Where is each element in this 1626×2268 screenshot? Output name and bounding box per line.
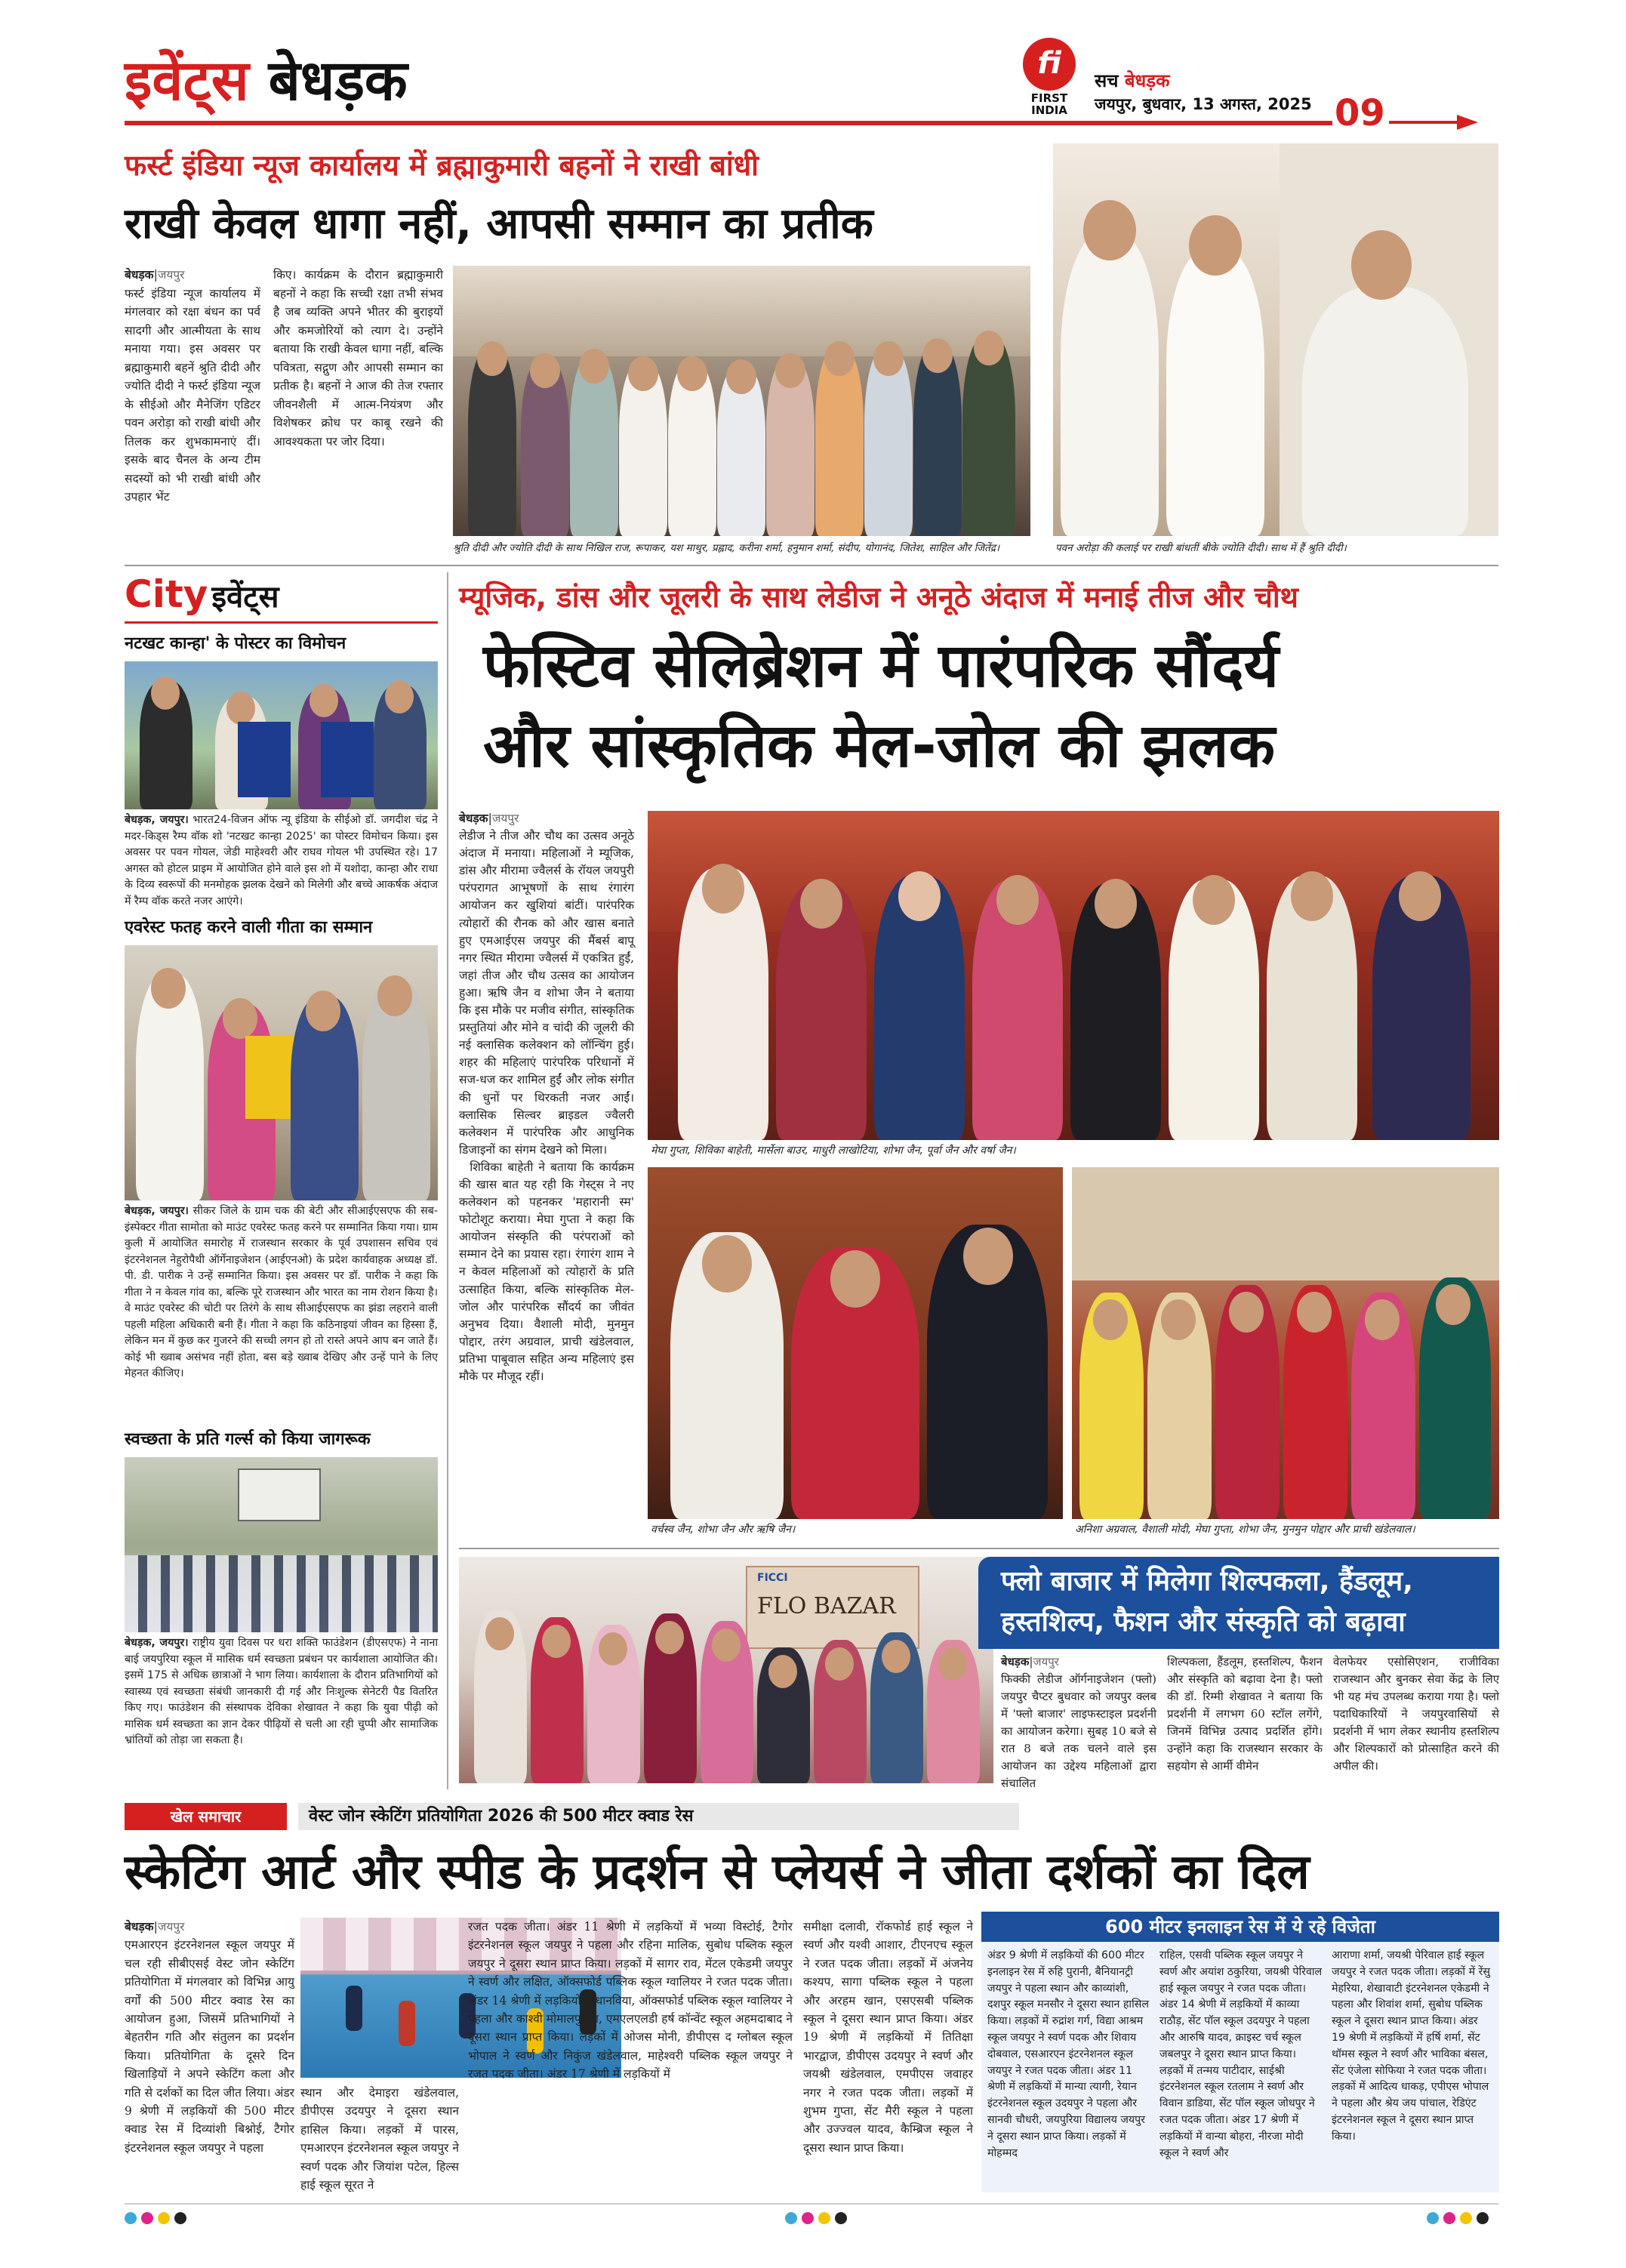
city-item2-body <box>125 1203 438 1382</box>
city-item2-title: एवरेस्ट फतह करने वाली गीता का सम्मान <box>125 918 373 937</box>
teej-para1: लेडीज ने तीज और चौथ का उत्सव अनूठे अंदाज में मनाया। महिलाओं ने म्यूजिक, डांस और मीरामा ज्वैलर्स के रॉयल जयपुरी परंपरागत आभूषणों के साथ रंगारंग आयोजन कर खुशियां बांटीं। पारंपरिक त्योहारों की रौनक को और खास बनाते हुए एमआईएस जयपुर की मैंबर्स बापू नगर स्थित मीरामा ज्वैलर्स में एकत्रित हुईं, जहां तीज और चौथ उत्सव का आयोजन हुआ। ऋषि जैन व शोभा जैन ने बताया कि इस मौके पर मजीव संगीत, सांस्कृतिक प्रस्तुतियां और मोने व चांदी की जूलरी की नई क्लासिक कलेक्शन को लॉन्चिंग हुई। शहर की महिलाएं पारंपरिक परिधानों में सज-धज कर शामिल हुईं और लोक संगीत की धुनों पर थिरकती नजर आईं। क्लासिक सिल्वर ब्राइडल ज्वैलरी कलेक्शन में पारंपरिक और आधुनिक डिजाइनों का संगम देखने को मिला। <box>459 829 634 1157</box>
rakhi-col2: किए। कार्यक्रम के दौरान ब्रह्माकुमारी बहनों ने कहा कि सच्ची रक्षा तभी संभव है जब व्यक्ति अपने भीतर की बुराइयों और कमजोरियों को त्याग दे। उन्होंने बताया कि राखी केवल धागा नहीं, बल्कि पवित्रता, सद्गुण और आपसी सम्मान का प्रतीक है। बहनों ने आज की तेज रफ्तार जीवनशैली में आत्म-नियंत्रण और विशेषकर क्रोध पर काबू रखने की आवश्यकता पर जोर दिया। <box>273 268 443 448</box>
teej-headline-1: फेस्टिव सेलिब्रेशन में पारंपरिक सौंदर्य <box>483 630 1279 701</box>
teej-para2: शिविका बाहेती ने बताया कि कार्यक्रम की खास बात यह रही कि गेस्ट्स ने नए कलेक्शन को पहनकर 'महारानी स्म' फोटोशूट कराया। मेघा गुप्ता ने कहा कि आयोजन संस्कृति की परंपराओं को सम्मान देने का प्रयास रहा। रंगारंग शाम ने न केवल महिलाओं को त्योहारों के प्रति उत्साहित किया, बल्कि सांस्कृतिक मेल-जोल और पारंपरिक सौंदर्य का जीवंत अनुभव दिया। वैशाली मोदी, मुनमुन पोद्दार, तरंग अग्रवाल, प्राची खंडेलवाल, प्रतिभा पाबूवाल सहित अन्य महिलाएं इस मौके पर मौजूद रहीं। <box>459 1160 634 1383</box>
dot-magenta <box>802 2212 814 2224</box>
brand-logo <box>1023 38 1076 91</box>
teej-ladies-photo <box>1072 1167 1499 1519</box>
sports-strip-text: वेस्ट जोन स्केटिंग प्रतियोगिता 2026 की 500 मीटर क्वाड रेस <box>298 1803 1019 1830</box>
winners-box-title: 600 मीटर इनलाइन रेस में ये रहे विजेता <box>981 1912 1499 1942</box>
sports-byline-city: जयपुर <box>157 1920 185 1934</box>
flo-headline-2: हस्तशिल्प, फैशन और संस्कृति को बढ़ावा <box>1001 1607 1406 1638</box>
section-title-red: इवेंट्स <box>125 48 249 113</box>
page-number: 09 <box>1335 92 1385 134</box>
rakhi-tying-photo <box>1053 143 1498 536</box>
left-column-divider <box>447 572 448 1789</box>
footer-rule <box>125 2203 1498 2205</box>
winners-col2: राहिल, एसवी पब्लिक स्कूल जयपुर ने स्वर्ण और अयांश ठकुरिया, जयश्री पेरिवाल हाई स्कूल जयपुर ने रजत पदक जीता। अंडर 14 श्रेणी में लड़कियों में काव्या राठौड़, सेंट पॉल स्कूल उदयपुर ने पहला और आरुषि यादव, क्राइस्ट चर्च स्कूल जबलपुर ने दूसरा स्थान प्राप्त किया। लड़कों में तन्मय पाटीदार, साईश्री इंटरनेशनल स्कूल रतलाम ने स्वर्ण और विवान डाडिया, सेंट पॉल स्कूल जोधपुर ने रजत पदक जीता। अंडर 17 श्रेणी में लड़कियों में वान्या बोहरा, नीरजा मोदी स्कूल ने स्वर्ण और <box>1159 1949 1323 2159</box>
pen-nib-icon <box>1389 113 1480 131</box>
flo-bazar-photo <box>459 1557 993 1783</box>
logo-text: FIRST INDIA <box>1030 91 1068 117</box>
teej-photo-right-caption: अनिशा अग्रवाल, वैशाली मोदी, मेघा गुप्ता, शोभा जैन, मुनमुन पोद्दार और प्राची खंडेलवाल। <box>1075 1524 1415 1536</box>
sports-col3: रजत पदक जीता। अंडर 11 श्रेणी में लड़कियों में भव्या विस्टोई, टैगोर इंटरनेशनल स्कूल जयपुर ने पहला और रहिना मालिक, सुबोध पब्लिक स्कूल जयपुर ने दूसरा स्थान प्राप्त किया। लड़कों में सागर राव, मेंटल एकेडमी जयपुर ने स्वर्ण और लक्षित, ऑक्सफोर्ड पब्लिक स्कूल ग्वालियर ने रजत पदक जीता। अंडर 14 श्रेणी में लड़कियों में धानविया, ऑक्सफोर्ड पब्लिक स्कूल ग्वालियर ने पहला और काश्वी मोमालपुरिया, एमएलएलडी हर्ष कॉन्वेंट स्कूल अहमदाबाद ने दूसरा स्थान प्राप्त किया। लड़कों में ओजस मोनी, डीपीएस द ग्लोबल स्कूल भोपाल ने स्वर्ण और निकुंज खंडेलवाल, माहेश्वरी पब्लिक स्कूल जयपुर ने रजत पदक जीता। अंडर 17 श्रेणी में लड़कियों में <box>468 1920 793 2082</box>
tagline <box>1095 68 1170 93</box>
dot-cyan <box>125 2212 137 2224</box>
teej-family-photo <box>648 1167 1063 1519</box>
tagline-prefix: सच <box>1095 70 1119 91</box>
dot-yellow <box>158 2212 170 2224</box>
city-item1-title: नटखट कान्हा' के पोस्टर का विमोचन <box>125 634 346 653</box>
footer-color-dots-center <box>785 2212 851 2227</box>
sports-col2: स्थान और देमाइरा खंडेलवाल, डीपीएस उदयपुर ने दूसरा स्थान हासिल किया। लड़कों में पारस, एमआरएन इंटरनेशनल स्कूल जयपुर ने स्वर्ण पदक और जियांश पटेल, हिल्स हाई स्कूल सूरत ने <box>300 2086 459 2193</box>
rakhi-photo1-caption: श्रुति दीदी और ज्योति दीदी के साथ निखिल राज, रूपाकर, यश माथुर, प्रह्लाद, करीना शर्मा, हनुमान शर्मा, संदीप, योगानंद, जितेश, साहिल और जितेंद्र। <box>453 542 1000 554</box>
events-label: इवेंट्स <box>211 580 279 615</box>
teej-kicker: म्यूजिक, डांस और जूलरी के साथ लेडीज ने अनूठे अंदाज में मनाई तीज और चौथ <box>459 581 1298 614</box>
city-item1-text: भारत24-विजन ऑफ न्यू इंडिया के सीईओ डॉ. जगदीश चंद्र ने मदर-किड्स रैम्प वॉक शो 'नटखट कान्हा 2025' का पोस्टर विमोचन किया। इस अवसर पर पवन गोयल, जेडी माहेश्वरी और राघव गोयल भी उपस्थित रहे। 17 अगस्त को होटल प्राइम में आयोजित होने वाले इस शो में यशोदा, कान्हा और राधा के दिव्य स्वरूपों की मनमोहक झलक देखने को मिलेगी और बच्चे आकर्षक अंदाज में रैम्प वॉक करते नजर आएंगे। <box>125 814 438 908</box>
masthead-rule <box>125 121 1332 125</box>
teej-body: बेधड़क|जयपुर लेडीज ने तीज और चौथ का उत्सव अनूठे अंदाज में मनाया। महिलाओं ने म्यूजिक, डांस और मीरामा ज्वैलर्स के रॉयल जयपुरी परंपरागत आभूषणों के साथ रंगारंग आयोजन कर खुशियां बांटीं। पारंपरिक त्योहारों की रौनक को और खास बनाते हुए एमआईएस जयपुर की मैंबर्स बापू नगर स्थित मीरामा ज्वैलर्स में एकत्रित हुईं, जहां तीज और चौथ उत्सव का आयोजन हुआ। ऋषि जैन व शोभा जैन ने बताया कि इस मौके पर मजीव संगीत, सांस्कृतिक प्रस्तुतियां और मोने व चांदी की जूलरी की नई क्लासिक कलेक्शन को लॉन्चिंग हुई। शहर की महिलाएं पारंपरिक परिधानों में सज-धज कर शामिल हुईं और लोक संगीत की धुनों पर थिरकती नजर आईं। क्लासिक सिल्वर ब्राइडल ज्वैलरी कलेक्शन में पारंपरिक और आधुनिक डिजाइनों का संगम देखने को मिला। शिविका बाहेती ने बताया कि कार्यक्रम की खास बात यह रही कि गेस्ट्स ने नए कलेक्शन को पहनकर 'महारानी स्म' फोटोशूट कराया। मेघा गुप्ता ने कहा कि आयोजन संस्कृति की परंपराओं को सम्मान देने का प्रयास रहा। रंगारंग शाम ने न केवल महिलाओं को त्योहारों के प्रति उत्साहित किया, बल्कि सांस्कृतिक मेल-जोल और पारंपरिक सौंदर्य का जीवंत अनुभव दिया। वैशाली मोदी, मुनमुन पोद्दार, तरंग अग्रवाल, प्राची खंडेलवाल, प्रतिभा पाबूवाल सहित अन्य महिलाएं इस मौके पर मौजूद रहीं। <box>459 811 634 1383</box>
dot-yellow <box>818 2212 830 2224</box>
city-item3-text: राष्ट्रीय युवा दिवस पर धरा शक्ति फाउंडेशन (डीएसएफ) ने नाना बाई जयपुरिया स्कूल में मासिक धर्म स्वच्छता प्रबंधन पर कार्यशाला आयोजित की। इसमें 175 से अधिक छात्राओं ने भाग लिया। कार्यशाला के दौरान प्रतिभागियों को स्वास्थ्य एवं स्वच्छता संबंधी जानकारी दी गई और निःशुल्क सेनेटरी पैड वितरित किए गए। फाउंडेशन की संस्थापक देविका शेखावत ने कहा कि युवा पीढ़ी को मासिक धर्म स्वच्छता का ज्ञान देकर पीढ़ियों से चली आ रही चुप्पी और सामाजिक भ्रांतियों को तोड़ा जा सकता है। <box>125 1637 438 1746</box>
city-item2-dateline: बेधड़क, जयपुर। <box>125 1205 189 1217</box>
rakhi-byline-city: जयपुर <box>157 268 185 282</box>
winners-col1: अंडर 9 श्रेणी में लड़कियों की 600 मीटर इनलाइन रेस में रुहि पुरानी, बैनियानट्री जयपुर ने पहला स्थान और काव्यांशी, दशपुर स्कूल मनसौर ने दूसरा स्थान हासिल किया। लड़कों में रुद्रांश गर्ग, विद्या आश्रम स्कूल जयपुर ने स्वर्ण पदक और शिवाय दोबवाल, एसआरएन इंटरनेशनल स्कूल जयपुर ने रजत पदक जीता। अंडर 11 श्रेणी में लड़कियों में मान्या त्यागी, रेयान इंटरनेशनल स्कूल उदयपुर ने पहला और सानवी चौधरी, जयपुरिया विद्यालय जयपुर ने दूसरा स्थान प्राप्त किया। लड़कों में मोहम्मद <box>987 1949 1149 2159</box>
flo-col1: बेधड़क|जयपुर फिक्की लेडीज ऑर्गनाइजेशन (फ्लो) जयपुर चैप्टर बुधवार को जयपुर क्लब में 'फ्लो बाजार' लाइफस्टाइल प्रदर्शनी का आयोजन करेगा। सुबह 10 बजे से रात 8 बजे तक चलने वाले इस आयोजन का उद्देश्य महिलाओं द्वारा संचालित <box>1001 1655 1156 1790</box>
flo-col2: शिल्पकला, हैंडलूम, हस्तशिल्प, फैशन और संस्कृति को बढ़ावा देना है। फ्लो की डॉ. रिम्मी शेखावत ने बताया कि प्रदर्शनी में लगभग 60 स्टॉल लगेंगे, जिनमें विभिन्न उत्पाद प्रदर्शित होंगे। उन्होंने कहा कि राजस्थान सरकार के सहयोग से आर्मी वीमेन <box>1167 1655 1323 1773</box>
city-rule <box>125 621 438 624</box>
dot-magenta <box>141 2212 153 2224</box>
city-item1-body <box>125 812 438 910</box>
sports-headline: स्केटिंग आर्ट और स्पीड के प्रदर्शन से प्लेयर्स ने जीता दर्शकों का दिल <box>125 1844 1310 1900</box>
sports-strip <box>125 1803 1498 1830</box>
sports-col4: समीक्षा दलावी, रॉकफोर्ड हाई स्कूल ने स्वर्ण और यश्वी आशार, टीएनएच स्कूल ने रजत पदक जीता। लड़कों में अंजनेय कश्यप, सागा पब्लिक स्कूल ने पहला और अरहम खान, एसएसबी पब्लिक स्कूल ने दूसरा स्थान प्राप्त किया। अंडर 19 श्रेणी में लड़कियों में तितिक्षा भारद्वाज, डीपीएस उदयपुर ने स्वर्ण और जयश्री खंडेलवाल, एमपीएस जवाहर नगर ने रजत पदक जीता। लड़कों में शुभम गुप्ता, सेंट मैरी स्कूल ने पहला और उज्ज्वल यादव, कैम्ब्रिज स्कूल ने दूसरा स्थान प्राप्त किया। <box>803 1920 973 2155</box>
dot-black <box>835 2212 847 2224</box>
rakhi-col1-text: फर्स्ट इंडिया न्यूज कार्यालय में मंगलवार को रक्षा बंधन का पर्व सादगी और आत्मीयता के साथ मनाया गया। इस अवसर पर ब्रह्माकुमारी बहनें श्रुति दीदी और ज्योति दीदी ने फर्स्ट इंडिया न्यूज के सीईओ और मैनेजिंग एडिटर पवन अरोड़ा को राखी बांधी और तिलक कर शुभकामनाएं दीं। इसके बाद चैनल के अन्य टीम सदस्यों को भी राखी बांधी और उपहार भेंट <box>125 286 260 504</box>
city-item3-title: स्वच्छता के प्रति गर्ल्स को किया जागरूक <box>125 1430 371 1449</box>
issue-date: जयपुर, बुधवार, 13 अगस्त, 2025 <box>1095 95 1312 113</box>
sports-col1-text: एमआरएन इंटरनेशनल स्कूल जयपुर में चल रही सीबीएसई वेस्ट जोन स्केटिंग प्रतियोगिता में मंगलवार को विभिन्न आयु वर्गों की 500 मीटर क्वाड रेस का आयोजन हुआ, जिसमें प्रतिभागियों ने बेहतरीन गति और संतुलन का प्रदर्शन किया। प्रतियोगिता के दूसरे दिन खिलाड़ियों ने अपने स्केटिंग कला और गति से दर्शकों का दिल जीत लिया। अंडर 9 श्रेणी में लड़कियों की 500 मीटर क्वाड रेस में दिव्यांशी बिश्नोई, टैगोर इंटरनेशनल स्कूल जयपुर ने पहला <box>125 1938 294 2155</box>
rakhi-byline-brand: बेधड़क <box>125 267 154 282</box>
teej-byline-brand: बेधड़क <box>459 811 488 825</box>
dot-black <box>1477 2212 1489 2224</box>
tagline-brand: बेधड़क <box>1124 70 1170 91</box>
poster-launch-photo <box>125 661 438 809</box>
rakhi-photo2-caption: पवन अरोड़ा की कलाई पर राखी बांधतीं बीके ज्योति दीदी। साथ में हैं श्रुति दीदी। <box>1055 542 1347 554</box>
city-events-header <box>125 572 279 616</box>
logo-letters: fi <box>1037 46 1061 81</box>
city-label: City <box>125 572 208 616</box>
section-title <box>125 47 408 115</box>
city-item3-dateline: बेधड़क, जयपुर। <box>125 1637 189 1649</box>
teej-headline-2: और सांस्कृतिक मेल-जोल की झलक <box>483 710 1276 781</box>
flo-headline <box>978 1557 1499 1649</box>
dot-yellow <box>1460 2212 1472 2224</box>
city-item3-body <box>125 1635 438 1749</box>
masthead <box>0 0 1626 143</box>
rakhi-group-photo <box>453 266 1030 536</box>
footer-color-dots-left <box>125 2212 191 2227</box>
flo-byline-brand: बेधड़क <box>1001 1655 1030 1669</box>
footer-color-dots-right <box>1427 2212 1493 2227</box>
teej-byline-city: जयपुर <box>491 812 519 825</box>
dot-cyan <box>1427 2212 1439 2224</box>
section-divider-1 <box>125 565 1498 566</box>
rakhi-col1: बेधड़क|जयपुर फर्स्ट इंडिया न्यूज कार्यालय में मंगलवार को रक्षा बंधन का पर्व सादगी और आत्मीयता के साथ मनाया गया। इस अवसर पर ब्रह्माकुमारी बहनें श्रुति दीदी और ज्योति दीदी ने फर्स्ट इंडिया न्यूज के सीईओ और मैनेजिंग एडिटर पवन अरोड़ा को राखी बांधी और तिलक कर शुभकामनाएं दीं। इसके बाद चैनल के अन्य टीम सदस्यों को भी राखी बांधी और उपहार भेंट <box>125 267 260 504</box>
flo-banner-text: FLO BAZAR <box>757 1593 896 1619</box>
everest-honour-photo <box>125 945 438 1200</box>
dot-cyan <box>785 2212 797 2224</box>
teej-photo-top-caption: मेघा गुप्ता, शिविका बाहेती, मार्सेला बाउर, माधुरी लाखोटिया, शोभा जैन, पूर्वा जैन और वर्षा जैन। <box>651 1145 1016 1157</box>
dot-magenta <box>1443 2212 1455 2224</box>
sports-col1: बेधड़क|जयपुर एमआरएन इंटरनेशनल स्कूल जयपुर में चल रही सीबीएसई वेस्ट जोन स्केटिंग प्रतियोगिता में मंगलवार को विभिन्न आयु वर्गों की 500 मीटर क्वाड रेस का आयोजन हुआ, जिसमें प्रतिभागियों ने बेहतरीन गति और संतुलन का प्रदर्शन किया। प्रतियोगिता के दूसरे दिन खिलाड़ियों ने अपने स्केटिंग कला और गति से दर्शकों का दिल जीत लिया। अंडर 9 श्रेणी में लड़कियों की 500 मीटर क्वाड रेस में दिव्यांशी बिश्नोई, टैगोर इंटरनेशनल स्कूल जयपुर ने पहला <box>125 1919 294 2155</box>
flo-col3: वेलफेयर एसोसिएशन, राजीविका राजस्थान और बुनकर सेवा केंद्र के लिए भी यह मंच उपलब्ध कराया गया है। फ्लो पदाधिकारियों ने जयपुरवासियों से प्रदर्शनी में भाग लेकर स्थानीय हस्तशिल्प और शिल्पकारों को प्रोत्साहित करने की अपील की। <box>1333 1655 1499 1773</box>
flo-banner-ficci: FICCI <box>757 1572 788 1584</box>
teej-group-photo <box>648 811 1499 1140</box>
winners-col3: आराणा शर्मा, जयश्री पेरिवाल हाई स्कूल जयपुर ने रजत पदक जीता। लड़कों में रेंसु मेहरिया, शेखावाटी इंटरनेशनल एकेडमी ने पहला और शिवांश शर्मा, सुबोध पब्लिक स्कूल ने दूसरा स्थान प्राप्त किया। अंडर 19 श्रेणी में लड़कियों में हर्षि शर्मा, सेंट थॉमस स्कूल ने स्वर्ण और भाविका बंसल, सेंट एंजेला सोफिया ने रजत पदक जीता। लड़कों में आदित्य धाकड़, एपीएस भोपाल ने पहला और श्रेय जय पांचाल, रेडिएंट इंटरनेशनल स्कूल ने दूसरा स्थान प्राप्त किया। <box>1332 1949 1490 2143</box>
dot-black <box>174 2212 186 2224</box>
city-item2-text: सीकर जिले के ग्राम चक की बेटी और सीआईएसएफ की सब-इंस्पेक्टर गीता सामोता को माउंट एवरेस्ट फतह करने पर सम्मानित किया गया। ग्राम कुली में आयोजित समारोह में राजस्थान सरकार के पूर्व उपशासन सचिव एवं इंटरनेशनल नेहुरोपैथी ऑर्गेनाइजेशन (आईएनओ) के प्रदेश कार्यवाहक अध्यक्ष डॉ. पी. डी. पारीक ने उन्हें सम्मानित किया। इस अवसर पर डॉ. पारीक ने कहा कि गीता ने न केवल गांव का, बल्कि पूरे राजस्थान और भारत का नाम रोशन किया है। वे माउंट एवरेस्ट की चोटी पर तिरंगे के साथ सीआईएसएफ का झंडा लहराने वाली पहली महिला अधिकारी बनी हैं। गीता ने कहा कि कठिनाइयां जीवन का हिस्सा हैं, लेकिन मन में कुछ कर गुजरने की सच्ची लगन हो तो रास्ते अपने आप बन जाते हैं। कोई भी ख्वाब असंभव नहीं होता, बस बड़े ख्वाब देखिए और उन्हें पाने के लिए मेहनत कीजिए। <box>125 1205 438 1379</box>
city-item1-dateline: बेधड़क, जयपुर। <box>125 814 189 826</box>
flo-byline-city: जयपुर <box>1033 1655 1059 1669</box>
section-divider-2 <box>459 1548 1499 1549</box>
hygiene-workshop-photo <box>125 1457 438 1632</box>
sports-label: खेल समाचार <box>125 1803 287 1830</box>
rakhi-kicker: फर्स्ट इंडिया न्यूज कार्यालय में ब्रह्माकुमारी बहनों ने राखी बांधी <box>125 149 759 182</box>
rakhi-headline: राखी केवल धागा नहीं, आपसी सम्मान का प्रतीक <box>125 199 873 248</box>
sports-byline-brand: बेधड़क <box>125 1919 154 1934</box>
section-title-black: बेधड़क <box>268 48 408 113</box>
flo-col1-text: फिक्की लेडीज ऑर्गनाइजेशन (फ्लो) जयपुर चैप्टर बुधवार को जयपुर क्लब में 'फ्लो बाजार' लाइफस्टाइल प्रदर्शनी का आयोजन करेगा। सुबह 10 बजे से रात 8 बजे तक चलने वाले इस आयोजन का उद्देश्य महिलाओं द्वारा संचालित <box>1001 1672 1156 1790</box>
flo-headline-1: फ्लो बाजार में मिलेगा शिल्पकला, हैंडलूम, <box>1001 1566 1413 1597</box>
teej-photo-left-caption: वर्चस्व जैन, शोभा जैन और ऋषि जैन। <box>651 1524 796 1536</box>
